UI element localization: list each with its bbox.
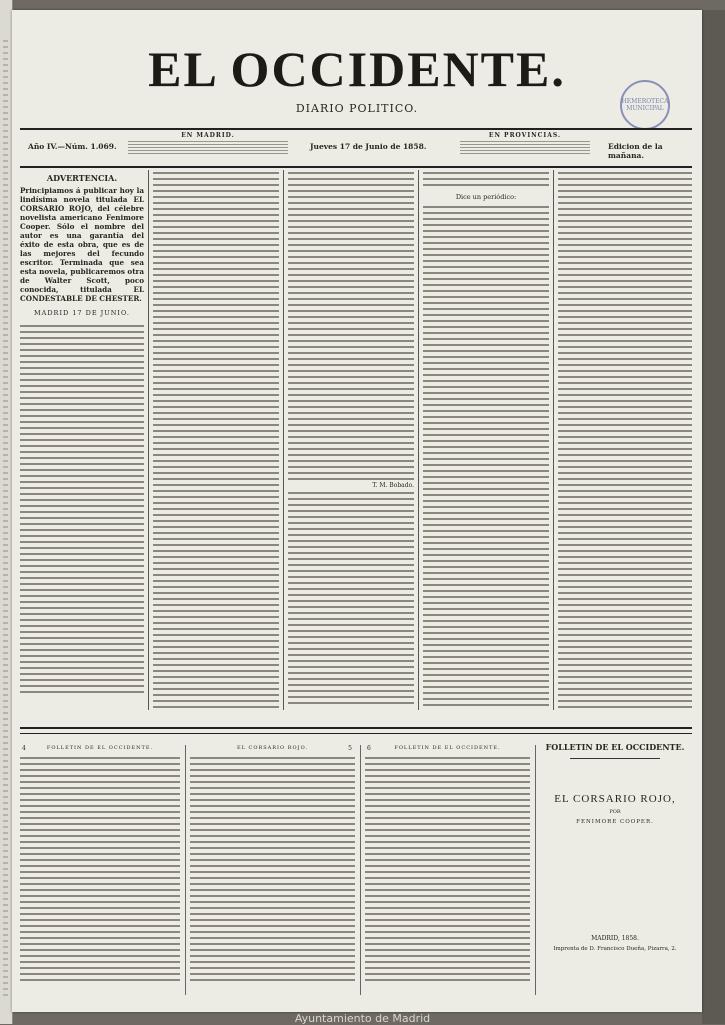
folletin-column-1 [20, 745, 180, 995]
column-rule [185, 745, 186, 995]
column-rule [418, 170, 419, 710]
publication-place: MADRID, 1858. [591, 935, 639, 942]
column-4 [423, 170, 549, 710]
newspaper-title: EL OCCIDENTE. [148, 41, 566, 97]
column-4-text [423, 204, 549, 709]
folletin-header [20, 745, 180, 755]
archive-watermark: Ayuntamiento de Madrid [294, 1012, 431, 1025]
issue-date: Jueves 17 de Junio de 1858. [310, 142, 427, 151]
novel-author: FENIMORE COOPER. [576, 819, 654, 825]
page-shadow [702, 10, 725, 1024]
column-3-text-bottom [288, 490, 414, 708]
provinces-label: EN PROVINCIAS. [488, 132, 562, 139]
novel-by: POR [609, 809, 621, 815]
folletin-text [190, 755, 355, 983]
folletin-text [365, 755, 530, 983]
column-5 [558, 170, 692, 710]
newspaper-subtitle: DIARIO POLITICO. [295, 102, 419, 115]
folletin-page-number: 6 [367, 745, 372, 752]
article-signature: T. M. Bobado. [372, 482, 414, 489]
column-rule [148, 170, 149, 710]
issue-info-bar [20, 128, 692, 168]
column-1 [20, 170, 144, 710]
folletin-header [190, 745, 355, 755]
newspaper-page [12, 10, 702, 1012]
madrid-label: EN MADRID. [181, 132, 235, 139]
column-3-text-top [288, 170, 414, 482]
column-2 [153, 170, 279, 710]
folletin-column-3 [365, 745, 530, 995]
provinces-fine-print [460, 141, 590, 155]
library-stamp: HEMEROTECA MUNICIPAL [620, 80, 670, 130]
folletin-column-2 [190, 745, 355, 995]
madrid-fine-print [128, 141, 288, 155]
masthead [12, 40, 702, 115]
issue-number: Año IV.—Núm. 1.069. [28, 142, 117, 151]
folletin-header-text: FOLLETIN DE EL OCCIDENTE. [46, 745, 154, 751]
folletin-divider [20, 727, 692, 734]
provinces-subscription [460, 132, 590, 155]
folletin-header-text: FOLLETIN DE EL OCCIDENTE. [394, 745, 501, 751]
folletin-header [365, 745, 530, 755]
printer-line: Imprenta de D. Francisco Dueña, Pizarra, 2. [553, 946, 677, 952]
dateline: MADRID 17 DE JUNIO. [33, 309, 130, 317]
folletin-header-text: EL CORSARIO ROJO. [237, 745, 308, 751]
novel-title: EL CORSARIO ROJO, [554, 793, 676, 805]
folletin-text [20, 755, 180, 983]
folletin-page-number: 5 [348, 745, 353, 752]
folletin-page-number: 4 [22, 745, 27, 752]
advertencia-text: Principiamos á publicar hoy la lindísima novela titulada EL CORSARIO ROJO, del célebre novelista americano Fenimore Cooper. Sólo el nombre del autor es una garantía del éxito de esta obra, que es de las mejores del fecundo escritor. Terminada que sea esta novela, publicaremos otra de Walter Scott, poco conocida, titulada EL CONDESTABLE DE CHESTER. [20, 186, 144, 303]
column-rule [360, 745, 361, 995]
column-3 [288, 170, 414, 710]
column-5-text [558, 170, 692, 710]
feuilleton-rule [570, 758, 660, 759]
edition-label: Edicion de la mañana. [608, 142, 663, 160]
feuilleton-heading: FOLLETIN DE EL OCCIDENTE. [545, 742, 685, 752]
column-rule [283, 170, 284, 710]
feuilleton-title-page [540, 740, 690, 1000]
column-2-text [153, 170, 279, 710]
advertencia-heading: ADVERTENCIA. [46, 173, 118, 183]
main-columns [20, 170, 692, 710]
column-4-text-top [423, 170, 549, 190]
madrid-subscription [128, 132, 288, 155]
column-1-text [20, 323, 144, 693]
section-heading: Dice un periódico: [455, 193, 517, 201]
column-rule [553, 170, 554, 710]
column-rule [535, 745, 536, 995]
